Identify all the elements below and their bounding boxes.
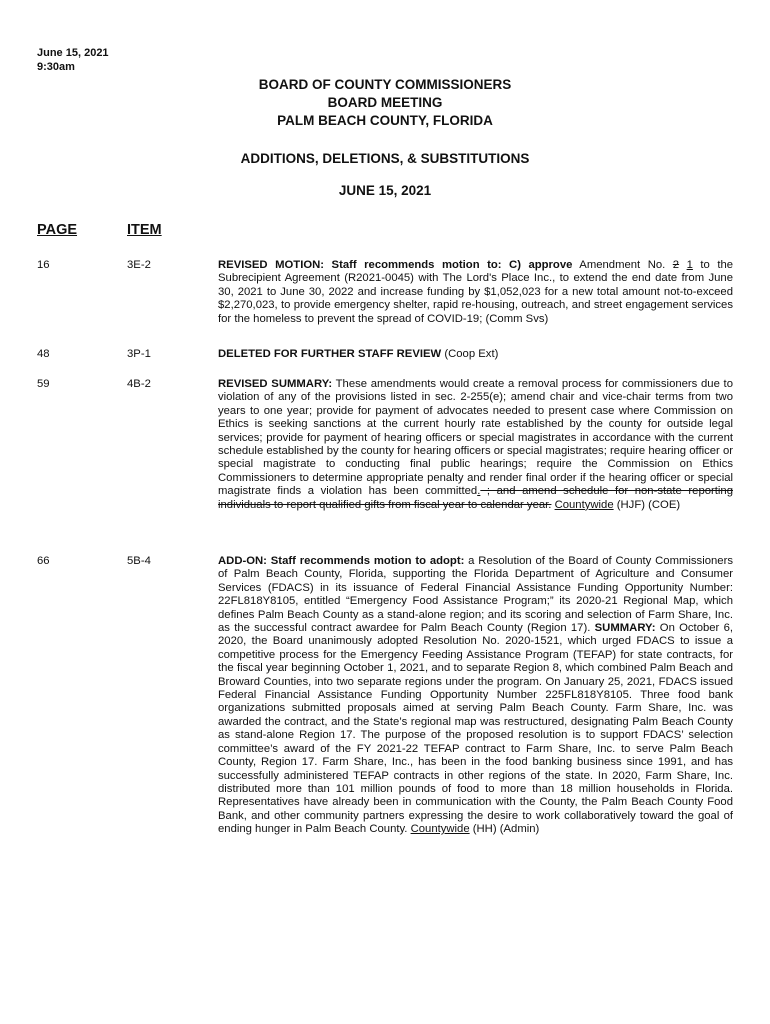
row-text: (HJF) (COE)	[613, 498, 681, 511]
row-item-number: 3P-1	[127, 348, 151, 360]
countywide-label: Countywide	[410, 823, 470, 836]
title-line-3: PALM BEACH COUNTY, FLORIDA	[277, 113, 493, 128]
row-text: (Coop Ext)	[441, 348, 499, 360]
row-description	[218, 259, 733, 326]
row-text: Amendment No.	[572, 259, 673, 271]
row-description	[218, 378, 733, 512]
row-text: (HH) (Admin)	[469, 823, 540, 836]
row-text: a Resolution of the Board of County Commissioners of Palm Beach County, Florida, supporting the Florida Department of Agriculture and Consumer Services (FDACS) in its issuance of Federal Financial Assistance Funding Opportunity Number: 22FL818Y8105, entitled “Emergency Food Assistance Program;” its 2020-21 Regional Map, which defines Palm Beach County as a stand-alone region; and its scoring and selection of Farm Share, Inc. as the successful contract awardee for Palm Beach County (Region 17).	[218, 555, 733, 635]
row-item-number: 5B-4	[127, 555, 151, 567]
row-lead: REVISED SUMMARY:	[218, 378, 333, 390]
row-description	[218, 348, 733, 361]
page-column-header: PAGE	[37, 222, 78, 238]
struck-text: 2	[672, 259, 680, 271]
row-lead: ADD-ON: Staff recommends motion to adopt:	[218, 555, 465, 567]
meeting-time: 9:30am	[37, 61, 75, 73]
inserted-text: 1	[686, 259, 693, 271]
summary-label: SUMMARY:	[594, 622, 656, 635]
row-item-number: 3E-2	[127, 259, 151, 271]
title-line-1: BOARD OF COUNTY COMMISSIONERS	[258, 77, 512, 92]
row-text: to the Subrecipient Agreement (R2021-0045) with The Lord's Place Inc., to extend the end date from June 30, 2021 to June 30, 2022 and increase funding by $1,052,023 for a new total amount not-to-exceed $2,270,023, to provide emergency shelter, rapid re-housing, outreach, and street engagement services for the homeless to prevent the spread of COVID-19; (Comm Svs)	[218, 259, 734, 325]
row-text: On October 6, 2020, the Board unanimously adopted Resolution No. 2020-1521, which urged FDACS to issue a competitive process for the Emergency Feeding Assistance Program (TEFAP) for state contracts, for the fiscal year beginning October 1, 2021, and to separate Region 8, which combined Palm Beach and Broward Counties, into two separate regions under the program. On January 25, 2021, FDACS issued Federal Financial Assistance Funding Opportunity Number 225FL818Y8105. Three food bank organizations submitted proposals aimed at serving Palm Beach County. Farm Share, Inc. was awarded the contract, and the State’s regional map was restructured, designating Palm Beach County as stand-alone Region 17. The purpose of the proposed resolution is to support FDACS’ selection committee’s award of the FY 2021-22 TEFAP contract to Farm Share, Inc. to serve Palm Beach County, Region 17. Farm Share, Inc., has been in the food banking business since 1991, and has successfully administered TEFAP contracts in other regions of the state. In 2020, Farm Share, Inc. distributed more than 101 million pounds of food to more than 18 million households in Florida. Representatives have already been in communication with the County, the Palm Beach County Food Bank, and other community partners expressing the desire to work collaboratively toward the goal of ending hunger in Palm Beach County.	[218, 622, 733, 836]
meeting-datetime	[37, 46, 109, 74]
row-page-number: 48	[37, 348, 50, 360]
row-page-number: 59	[37, 378, 50, 390]
row-description	[218, 555, 733, 837]
row-page-number: 16	[37, 259, 50, 271]
countywide-label: Countywide	[554, 498, 614, 511]
document-date: JUNE 15, 2021	[338, 183, 432, 198]
row-lead: REVISED MOTION: Staff recommends motion to: C) approve	[218, 259, 573, 271]
row-text: These amendments would create a removal process for commissioners due to violation of any of the provisions listed in sec. 2-255(e); amend chair and vice-chair terms from two years to one year; provide for payment of advocates needed to present case where Commission on Ethics is seeking sanctions at the current hourly rate established by the county for outside legal services; provide for payment of hearing officers or special magistrates in accordance with the current schedule established by the county for hearing officers or special magistrates; require hearing officer or special magistrate to conducting final public hearings; require the Commission on Ethics Commissioners to determine appropriate penalty and render final order if the hearing officer or special magistrate finds a violation has been committed	[218, 378, 733, 498]
item-column-header: ITEM	[127, 222, 162, 238]
title-line-2: BOARD MEETING	[327, 95, 443, 110]
document-title-block	[0, 76, 770, 200]
struck-text: ; and amend schedule for non-state reporting individuals to report qualified gifts from fiscal year to calendar year.	[218, 485, 733, 511]
meeting-date: June 15, 2021	[37, 47, 109, 59]
inserted-text: .	[477, 485, 481, 498]
document-subtitle: ADDITIONS, DELETIONS, & SUBSTITUTIONS	[240, 151, 530, 166]
row-lead: DELETED FOR FURTHER STAFF REVIEW	[218, 348, 442, 360]
row-item-number: 4B-2	[127, 378, 151, 390]
row-page-number: 66	[37, 555, 50, 567]
